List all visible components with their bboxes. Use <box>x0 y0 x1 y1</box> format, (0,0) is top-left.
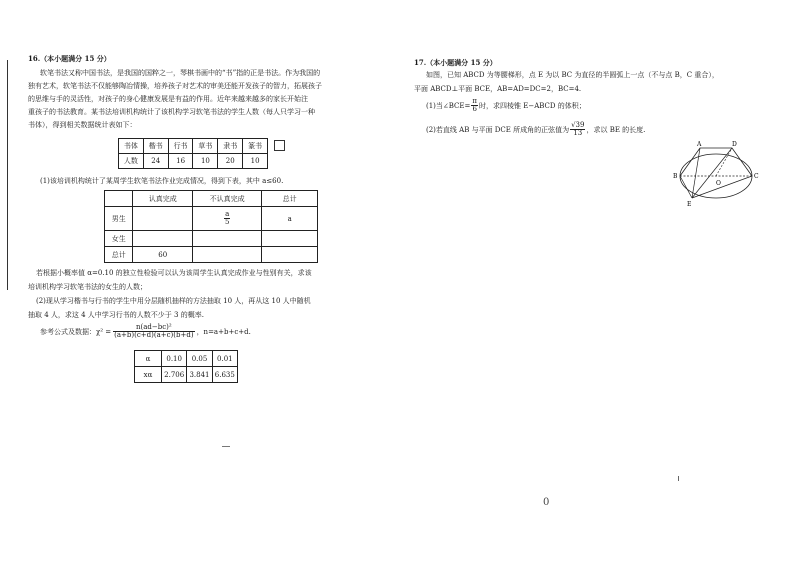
trapezoid-abcd <box>680 148 752 176</box>
fraction-denominator: 5 <box>224 218 230 226</box>
label-e: E <box>687 201 692 208</box>
table-row <box>105 247 318 263</box>
table-cell: 60 <box>133 247 193 263</box>
table-cell: 认真完成 <box>133 191 193 207</box>
table-cell: 2.706 <box>162 367 187 383</box>
reference-formula <box>40 324 251 339</box>
table-cell: 0.05 <box>187 351 212 367</box>
binding-margin-line <box>7 60 8 290</box>
table-row <box>135 367 238 383</box>
table-cell: 6.635 <box>212 367 237 383</box>
q17-part1-text: (1)当∠BCE= <box>426 101 471 110</box>
q17-paragraph: 如图，已知 ABCD 为等腰梯形，点 E 为以 BC 为直径的半圆弧上一点（不与点 B，C 重合）， <box>426 71 719 79</box>
table-cell: 人数 <box>119 154 144 169</box>
q16-part2: (2)现从学习楷书与行书的学生中用分层随机抽样的方法抽取 10 人，再从这 10 人中随机 <box>36 297 311 305</box>
q16-part1-text: 培训机构学习软笔书法的女生的人数； <box>28 283 147 291</box>
label-a: A <box>697 141 702 148</box>
table-cell <box>133 231 193 247</box>
table-cell: 行书 <box>168 139 193 154</box>
q16-part1: (1)该培训机构统计了某周学生软笔书法作业完成情况，得到下表，其中 a≤60. <box>40 177 284 185</box>
q17-part2 <box>426 122 645 137</box>
q17-part1-tail: 时，求四棱锥 E−ABCD 的体积； <box>479 101 586 110</box>
q16-part2-text: 抽取 4 人，求这 4 人中学习行书的人数不少于 3 的概率. <box>28 311 204 319</box>
table-row <box>105 231 318 247</box>
q17-paragraph: 平面 ABCD⊥平面 BCE，AB=AD=DC=2，BC=4. <box>414 85 582 93</box>
fraction-denominator: (a+b)(c+d)(a+c)(b+d) <box>114 331 194 339</box>
table-cell <box>105 191 133 207</box>
table-cell: a <box>262 207 318 231</box>
table-cell: 16 <box>168 154 193 169</box>
table-cell: 总计 <box>105 247 133 263</box>
label-c: C <box>754 173 759 180</box>
q16-paragraph: 重孩子的书法教育。某书法培训机构统计了该机构学习软笔书法的学生人数（每人只学习一种 <box>28 108 315 116</box>
small-box-icon <box>274 140 285 151</box>
label-b: B <box>673 173 678 180</box>
homework-contingency-table <box>104 190 318 263</box>
table-cell: 3.841 <box>187 367 212 383</box>
table-cell: 0.01 <box>212 351 237 367</box>
table-cell <box>193 207 262 231</box>
table-row <box>119 154 268 169</box>
table-cell: 20 <box>218 154 243 169</box>
fraction-numerator: n(ad−bc)² <box>113 324 194 332</box>
q17-part1 <box>426 98 586 113</box>
fraction-denominator: 6 <box>472 105 477 113</box>
fraction-numerator: π <box>472 97 477 105</box>
table-cell <box>133 207 193 231</box>
table-cell: 总计 <box>262 191 318 207</box>
table-cell: 0.10 <box>162 351 187 367</box>
formula-label: 参考公式及数据：χ² = <box>40 327 112 336</box>
fraction-numerator: a <box>225 210 230 218</box>
table-cell: 10 <box>243 154 268 169</box>
scan-mark <box>222 446 230 447</box>
q16-paragraph: 软笔书法又称中国书法，是我国的国粹之一，琴棋书画中的“书”指的正是书法。作为我国的 <box>40 69 321 77</box>
table-cell: α <box>135 351 162 367</box>
formula-tail: ，n=a+b+c+d. <box>196 327 251 336</box>
q16-paragraph: 独有艺术，软笔书法不仅能够陶冶情操，培养孩子对艺术的审美还能开发孩子的智力，拓展孩子 <box>28 82 322 90</box>
table-cell: 不认真完成 <box>193 191 262 207</box>
fraction <box>224 211 230 226</box>
table-cell: 隶书 <box>218 139 243 154</box>
table-cell <box>193 247 262 263</box>
table-cell: 24 <box>143 154 168 169</box>
table-cell: 篆书 <box>243 139 268 154</box>
table-cell <box>262 247 318 263</box>
label-o: O <box>716 180 721 187</box>
q16-paragraph: 书体），得到相关数据统计表如下： <box>28 121 137 129</box>
table-cell <box>193 231 262 247</box>
table-cell: 书体 <box>119 139 144 154</box>
sine-fraction <box>570 122 585 137</box>
table-cell: 女生 <box>105 231 133 247</box>
q16-title: 16.（本小题满分 15 分） <box>28 54 111 63</box>
table-cell <box>262 231 318 247</box>
table-row <box>105 191 318 207</box>
scan-mark <box>678 476 682 481</box>
table-row <box>119 139 268 154</box>
trapezoid-semicircle-figure <box>670 140 765 210</box>
table-cell: 草书 <box>193 139 218 154</box>
q17-title: 17.（本小题满分 15 分） <box>414 58 497 67</box>
table-cell: 男生 <box>105 207 133 231</box>
label-d: D <box>732 141 737 148</box>
fraction-numerator: √39 <box>571 121 585 129</box>
table-cell: 楷书 <box>143 139 168 154</box>
angle-fraction <box>471 98 478 113</box>
q17-part2-tail: ，求以 BE 的长度. <box>586 125 646 134</box>
table-row <box>105 207 318 231</box>
chi-square-fraction <box>113 324 194 339</box>
page-mark: 0 <box>543 497 550 508</box>
critical-value-table <box>134 350 238 383</box>
q17-part2-text: (2)若直线 AB 与平面 DCE 所成角的正弦值为 <box>426 125 570 134</box>
table-cell: 10 <box>193 154 218 169</box>
calligraphy-count-table <box>118 138 268 169</box>
fraction-denominator: 13 <box>573 129 583 137</box>
segment-od <box>716 148 732 176</box>
q16-part1-text: 若根据小概率值 α=0.10 的独立性检验可以认为该周学生认真完成作业与性别有关，求该 <box>36 269 312 277</box>
table-row <box>135 351 238 367</box>
q16-paragraph: 的思维与手的灵活性，对孩子的身心健康发展是有益的作用。近年来越来越多的家长开始注 <box>28 95 308 103</box>
edge-be <box>680 176 692 198</box>
table-cell: xα <box>135 367 162 383</box>
edge-ae <box>692 148 700 198</box>
